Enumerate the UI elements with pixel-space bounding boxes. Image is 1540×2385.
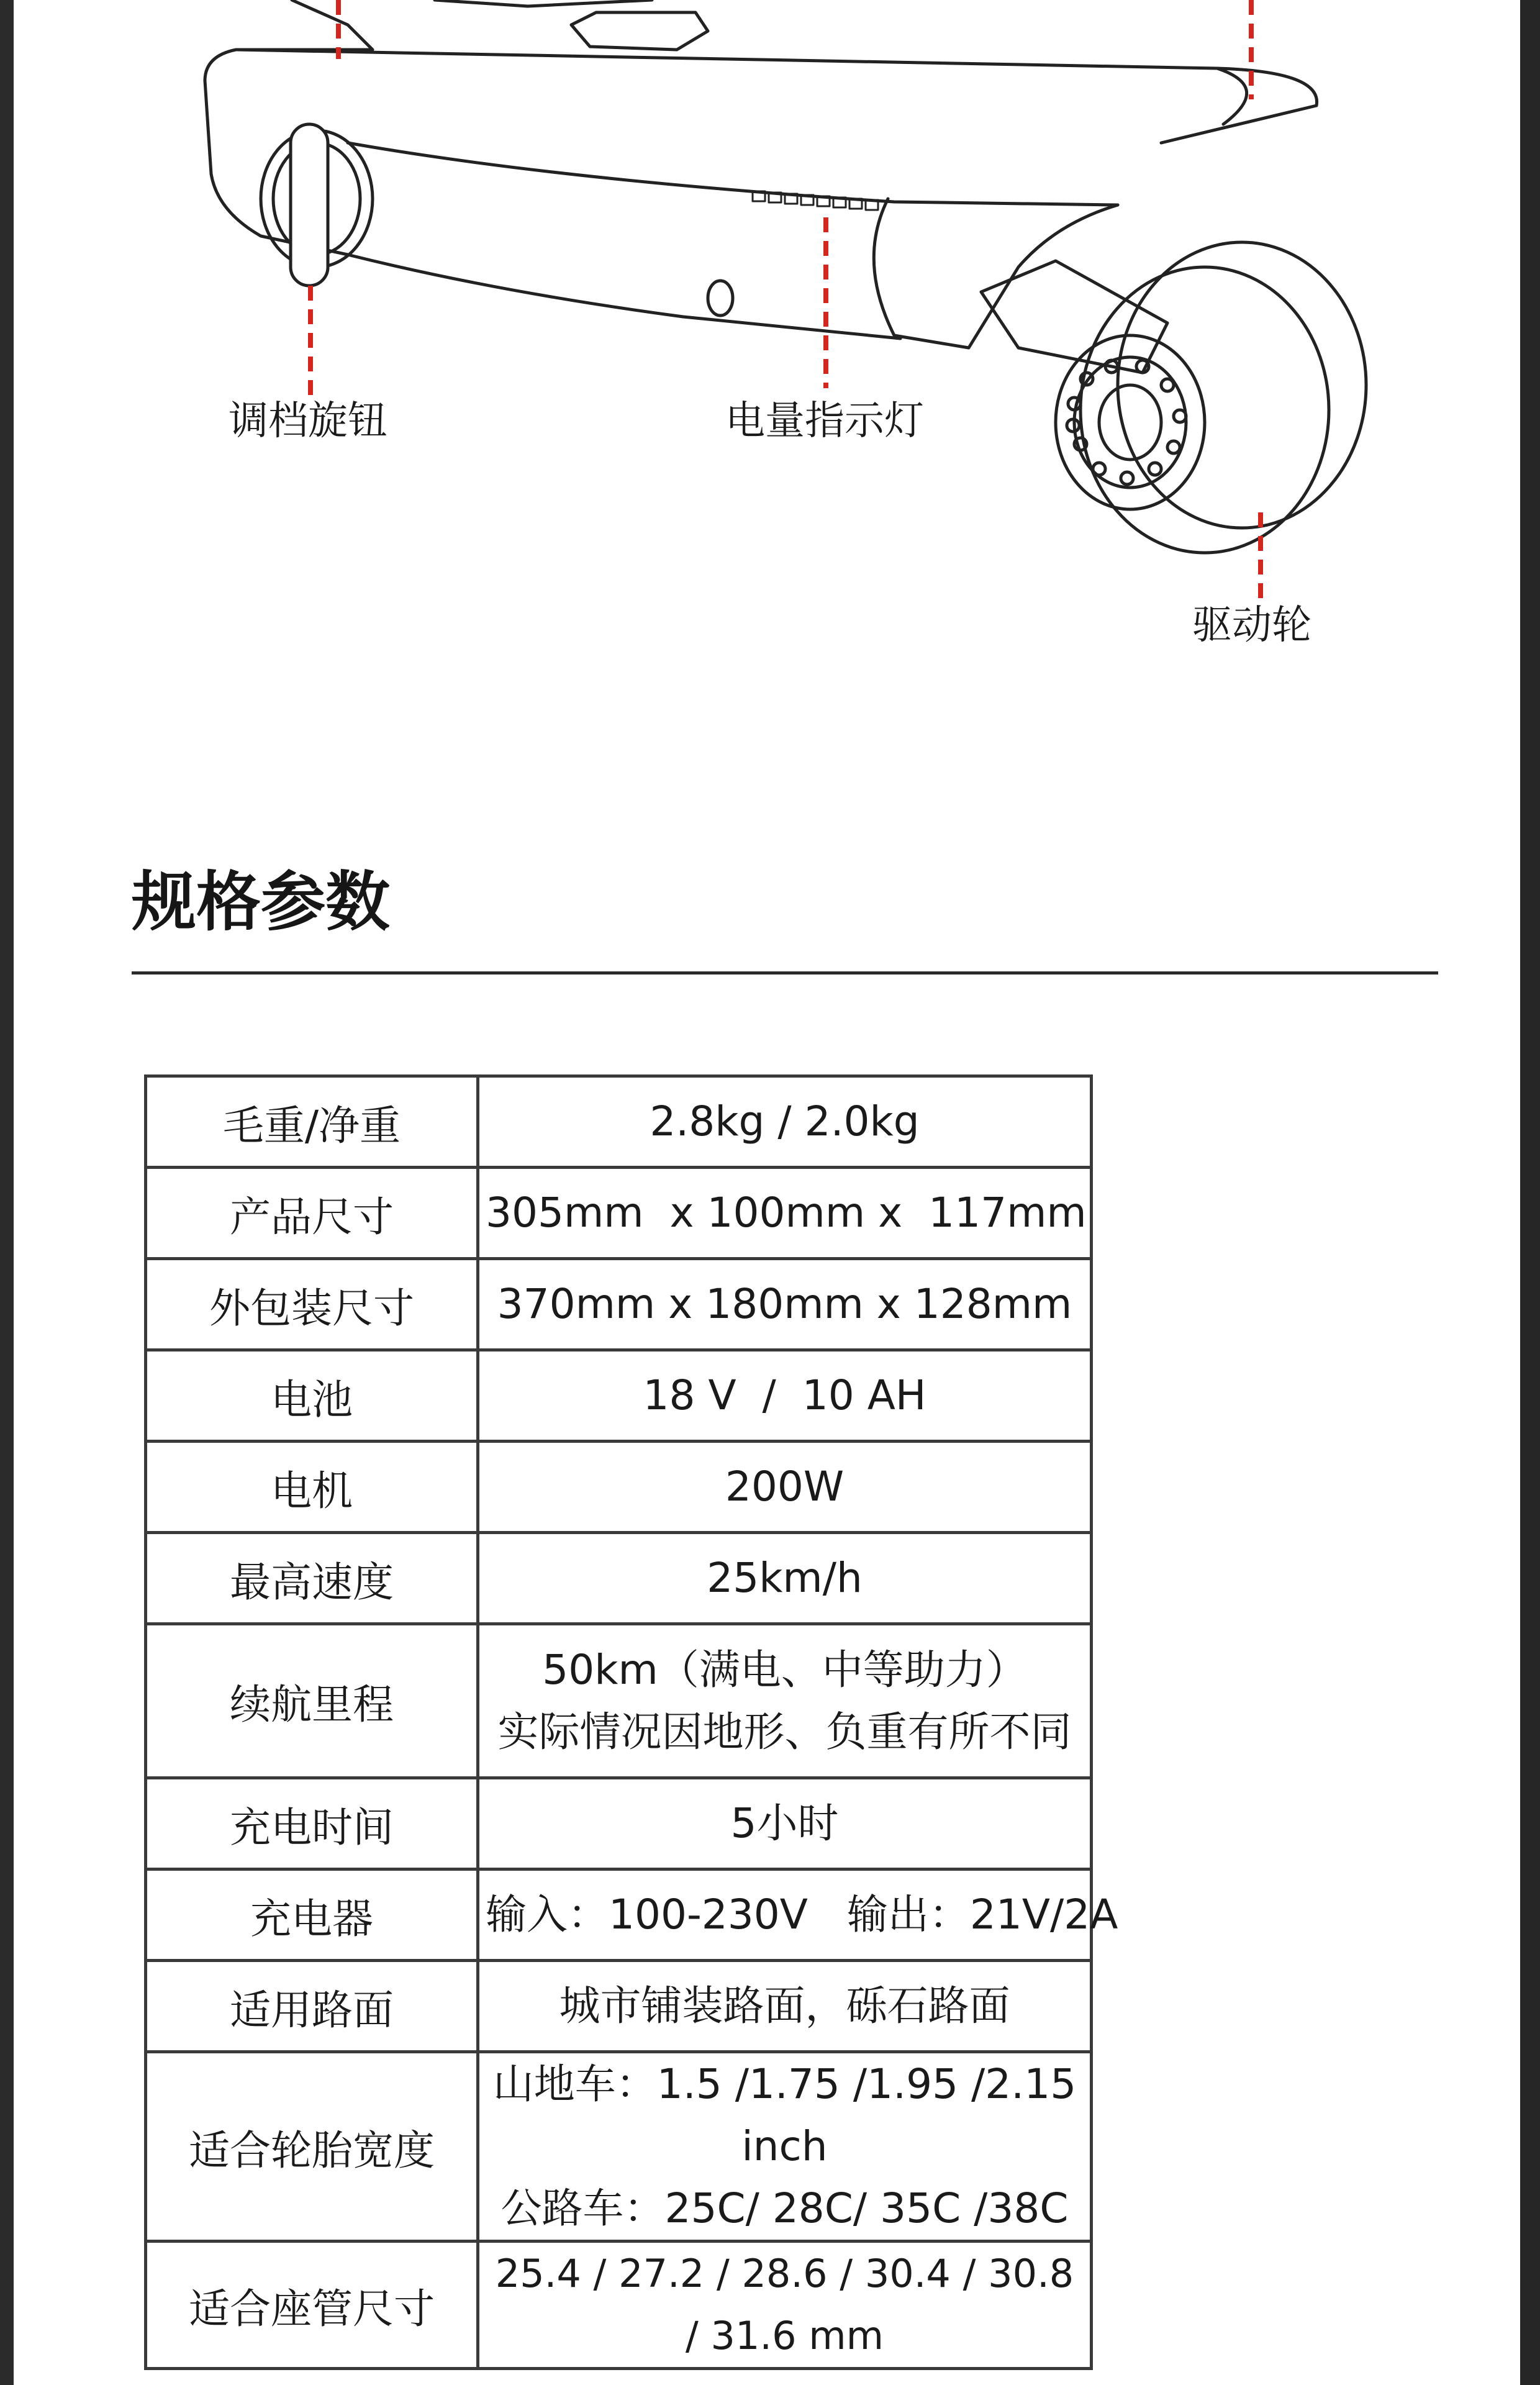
table-row [146,2242,1092,2369]
spec-label: 适合轮胎宽度 [146,2052,478,2242]
table-row [146,1168,1092,1259]
spec-value [478,1350,1092,1442]
spec-label: 电机 [146,1442,478,1533]
product-diagram [0,0,1540,671]
spec-value-line: 输入：100-230V 输出：21V/2A [486,1891,1118,1938]
spec-table [144,1074,1118,2370]
spec-value-line: 370mm x 180mm x 128mm [497,1280,1072,1328]
spec-value-line-2: 公路车：25C/ 28C/ 35C /38C [500,2184,1069,2232]
table-row [146,1778,1092,1869]
section-title: 规格参数 [132,864,391,940]
spec-value [478,1533,1092,1624]
table-row [146,1259,1092,1350]
drive-unit-illustration [0,0,1540,671]
spec-label: 适用路面 [146,1961,478,2052]
spec-value [478,1624,1092,1778]
spec-value [478,2052,1092,2242]
spec-value-line: 18 V / 10 AH [643,1371,926,1419]
table-row [146,2052,1092,2242]
spec-label: 产品尺寸 [146,1168,478,1259]
table-row [146,1961,1092,2052]
spec-value [478,2242,1092,2369]
spec-value-line: 50km（满电、中等助力） [542,1645,1027,1694]
spec-label: 充电器 [146,1869,478,1961]
spec-value [478,1869,1118,1961]
spec-value-line: 山地车：1.5 /1.75 /1.95 /2.15 inch [492,2060,1077,2170]
spec-value [478,1259,1092,1350]
table-row [146,1442,1092,1533]
spec-value-line: 2.8kg / 2.0kg [650,1097,920,1145]
spec-value [478,1778,1092,1869]
spec-label: 续航里程 [146,1624,478,1778]
spec-value [478,1168,1092,1259]
spec-value-line: 城市铺装路面，砾石路面 [559,1982,1010,2030]
spec-value [478,1076,1092,1168]
table-row [146,1350,1092,1442]
spec-value-line: 25.4 / 27.2 / 28.6 / 30.4 / 30.8 / 31.6 mm [495,2251,1074,2358]
spec-value-line: 5小时 [730,1799,839,1847]
section-divider [132,971,1438,974]
spec-value-line: 25km/h [707,1554,863,1602]
callout-battery-indicator: 电量指示灯 [725,398,924,444]
spec-label: 充电时间 [146,1778,478,1869]
table-row [146,1624,1092,1778]
spec-value-line-2: 实际情况因地形、负重有所不同 [497,1707,1072,1756]
spec-value [478,1961,1092,2052]
spec-value [478,1442,1092,1533]
spec-label: 最高速度 [146,1533,478,1624]
table-row [146,1533,1092,1624]
spec-value-line: 305mm x 100mm x 117mm [486,1189,1087,1237]
table-row [146,1076,1092,1168]
table-row [146,1869,1092,1961]
spec-label: 适合座管尺寸 [146,2242,478,2369]
spec-label: 毛重/净重 [146,1076,478,1168]
spec-label: 外包装尺寸 [146,1259,478,1350]
callout-drive-wheel: 驱动轮 [1192,602,1311,648]
spec-label: 电池 [146,1350,478,1442]
callout-gear-knob: 调档旋钮 [229,398,387,444]
spec-value-line: 200W [725,1463,845,1510]
